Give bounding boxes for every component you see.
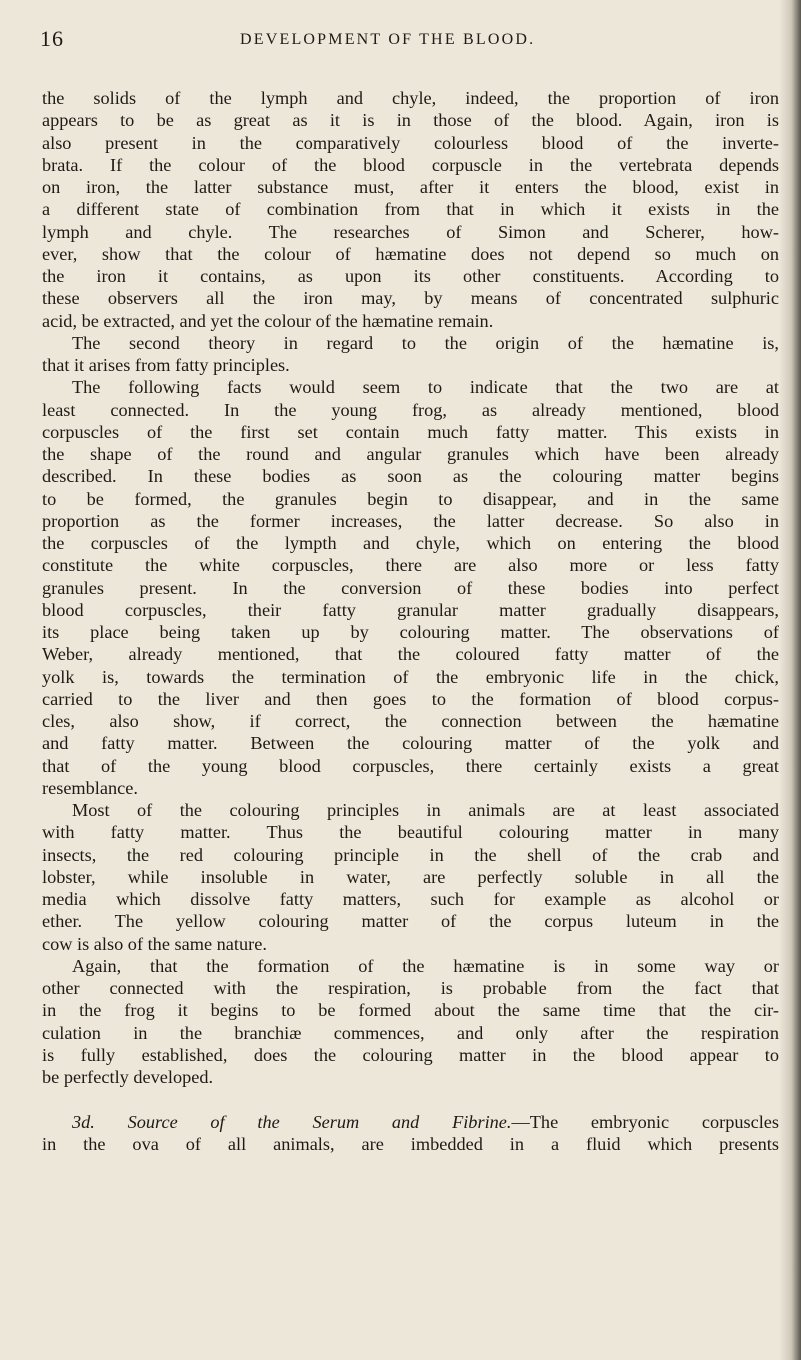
- text-line: granules present. In the conversion of these bodies into perfect: [42, 577, 779, 598]
- text-line: lymph and chyle. The researches of Simon and Scherer, how-: [42, 221, 779, 242]
- text-line: cles, also show, if correct, the connection between the hæmatine: [42, 711, 779, 731]
- text-line: least connected. In the young frog, as already mentioned, blood: [42, 399, 779, 420]
- section-heading-continuation: —The embryonic corpuscles: [511, 1111, 780, 1132]
- text-line: and fatty matter. Between the colouring matter of the yolk and: [42, 733, 779, 754]
- section-heading: 3d. Source of the Serum and Fibrine.: [72, 1111, 512, 1132]
- text-line: also present in the comparatively colourless blood of the inverte-: [42, 132, 779, 153]
- text-line: on iron, the latter substance must, after it enters the blood, exist in: [42, 177, 779, 197]
- text-line: resemblance.: [42, 777, 138, 798]
- text-line: to be formed, the granules begin to disappear, and in the same: [42, 488, 779, 509]
- text-line: these observers all the iron may, by means of concentrated sulphuric: [42, 288, 779, 309]
- text-line: its place being taken up by colouring matter. The observations of: [42, 622, 779, 642]
- text-line: ether. The yellow colouring matter of the corpus luteum in the: [42, 911, 779, 932]
- text-line: Again, that the formation of the hæmatine is in some way or: [72, 955, 779, 976]
- text-line: brata. If the colour of the blood corpuscle in the vertebrata depends: [42, 154, 779, 175]
- text-line: carried to the liver and then goes to the formation of blood corpus-: [42, 688, 779, 709]
- page-number: 16: [40, 26, 64, 51]
- text-line: appears to be as great as it is in those of the blood. Again, iron is: [42, 110, 779, 131]
- running-head: [40, 26, 761, 56]
- text-line: proportion as the former increases, the latter decrease. So also in: [42, 510, 779, 531]
- text-line: constitute the white corpuscles, there are also more or less fatty: [42, 555, 779, 576]
- text-line: The following facts would seem to indicate that the two are at: [72, 377, 779, 398]
- running-head-title: DEVELOPMENT OF THE BLOOD.: [240, 31, 536, 48]
- text-line: the corpuscles of the lympth and chyle, which on entering the blood: [42, 533, 779, 553]
- section-heading-line: [42, 1111, 779, 1133]
- text-line: described. In these bodies as soon as the colouring matter begins: [42, 466, 779, 487]
- text-line: that of the young blood corpuscles, there certainly exists a great: [42, 755, 779, 776]
- text-line: the iron it contains, as upon its other constituents. According to: [42, 266, 779, 286]
- text-line: blood corpuscles, their fatty granular matter gradually disappears,: [42, 599, 779, 620]
- text-line: is fully established, does the colouring matter in the blood appear to: [42, 1044, 779, 1065]
- text-line: yolk is, towards the termination of the embryonic life in the chick,: [42, 666, 779, 687]
- text-line: Weber, already mentioned, that the coloured fatty matter of the: [42, 644, 779, 665]
- text-line: cow is also of the same nature.: [42, 933, 267, 954]
- text-line: culation in the branchiæ commences, and only after the respiration: [42, 1022, 779, 1043]
- text-line: the shape of the round and angular granules which have been already: [42, 444, 779, 464]
- text-line: media which dissolve fatty matters, such for example as alcohol or: [42, 889, 779, 909]
- text-line: be perfectly developed.: [42, 1067, 214, 1087]
- body-text: [42, 87, 779, 1155]
- paragraph-gap: [42, 1088, 779, 1110]
- text-line: ever, show that the colour of hæmatine does not depend so much on: [42, 243, 779, 264]
- text-line: with fatty matter. Thus the beautiful colouring matter in many: [42, 822, 779, 843]
- text-line: in the frog it begins to be formed about the same time that the cir-: [42, 1000, 779, 1021]
- text-line: other connected with the respiration, is probable from the fact that: [42, 978, 779, 998]
- text-line: corpuscles of the first set contain much fatty matter. This exists in: [42, 421, 779, 442]
- text-line: acid, be extracted, and yet the colour of the hæmatine remain.: [42, 310, 494, 331]
- text-line: The second theory in regard to the origin of the hæmatine is,: [72, 332, 779, 353]
- text-line: the solids of the lymph and chyle, indeed, the proportion of iron: [42, 88, 779, 108]
- text-line: that it arises from fatty principles.: [42, 355, 290, 375]
- page-edge-shadow: [779, 0, 801, 1360]
- text-line: in the ova of all animals, are imbedded in a fluid which presents: [42, 1133, 779, 1154]
- text-line: Most of the colouring principles in animals are at least associated: [72, 800, 779, 820]
- text-line: insects, the red colouring principle in the shell of the crab and: [42, 844, 779, 865]
- text-line: lobster, while insoluble in water, are perfectly soluble in all the: [42, 866, 779, 887]
- text-line: a different state of combination from that in which it exists in the: [42, 199, 779, 220]
